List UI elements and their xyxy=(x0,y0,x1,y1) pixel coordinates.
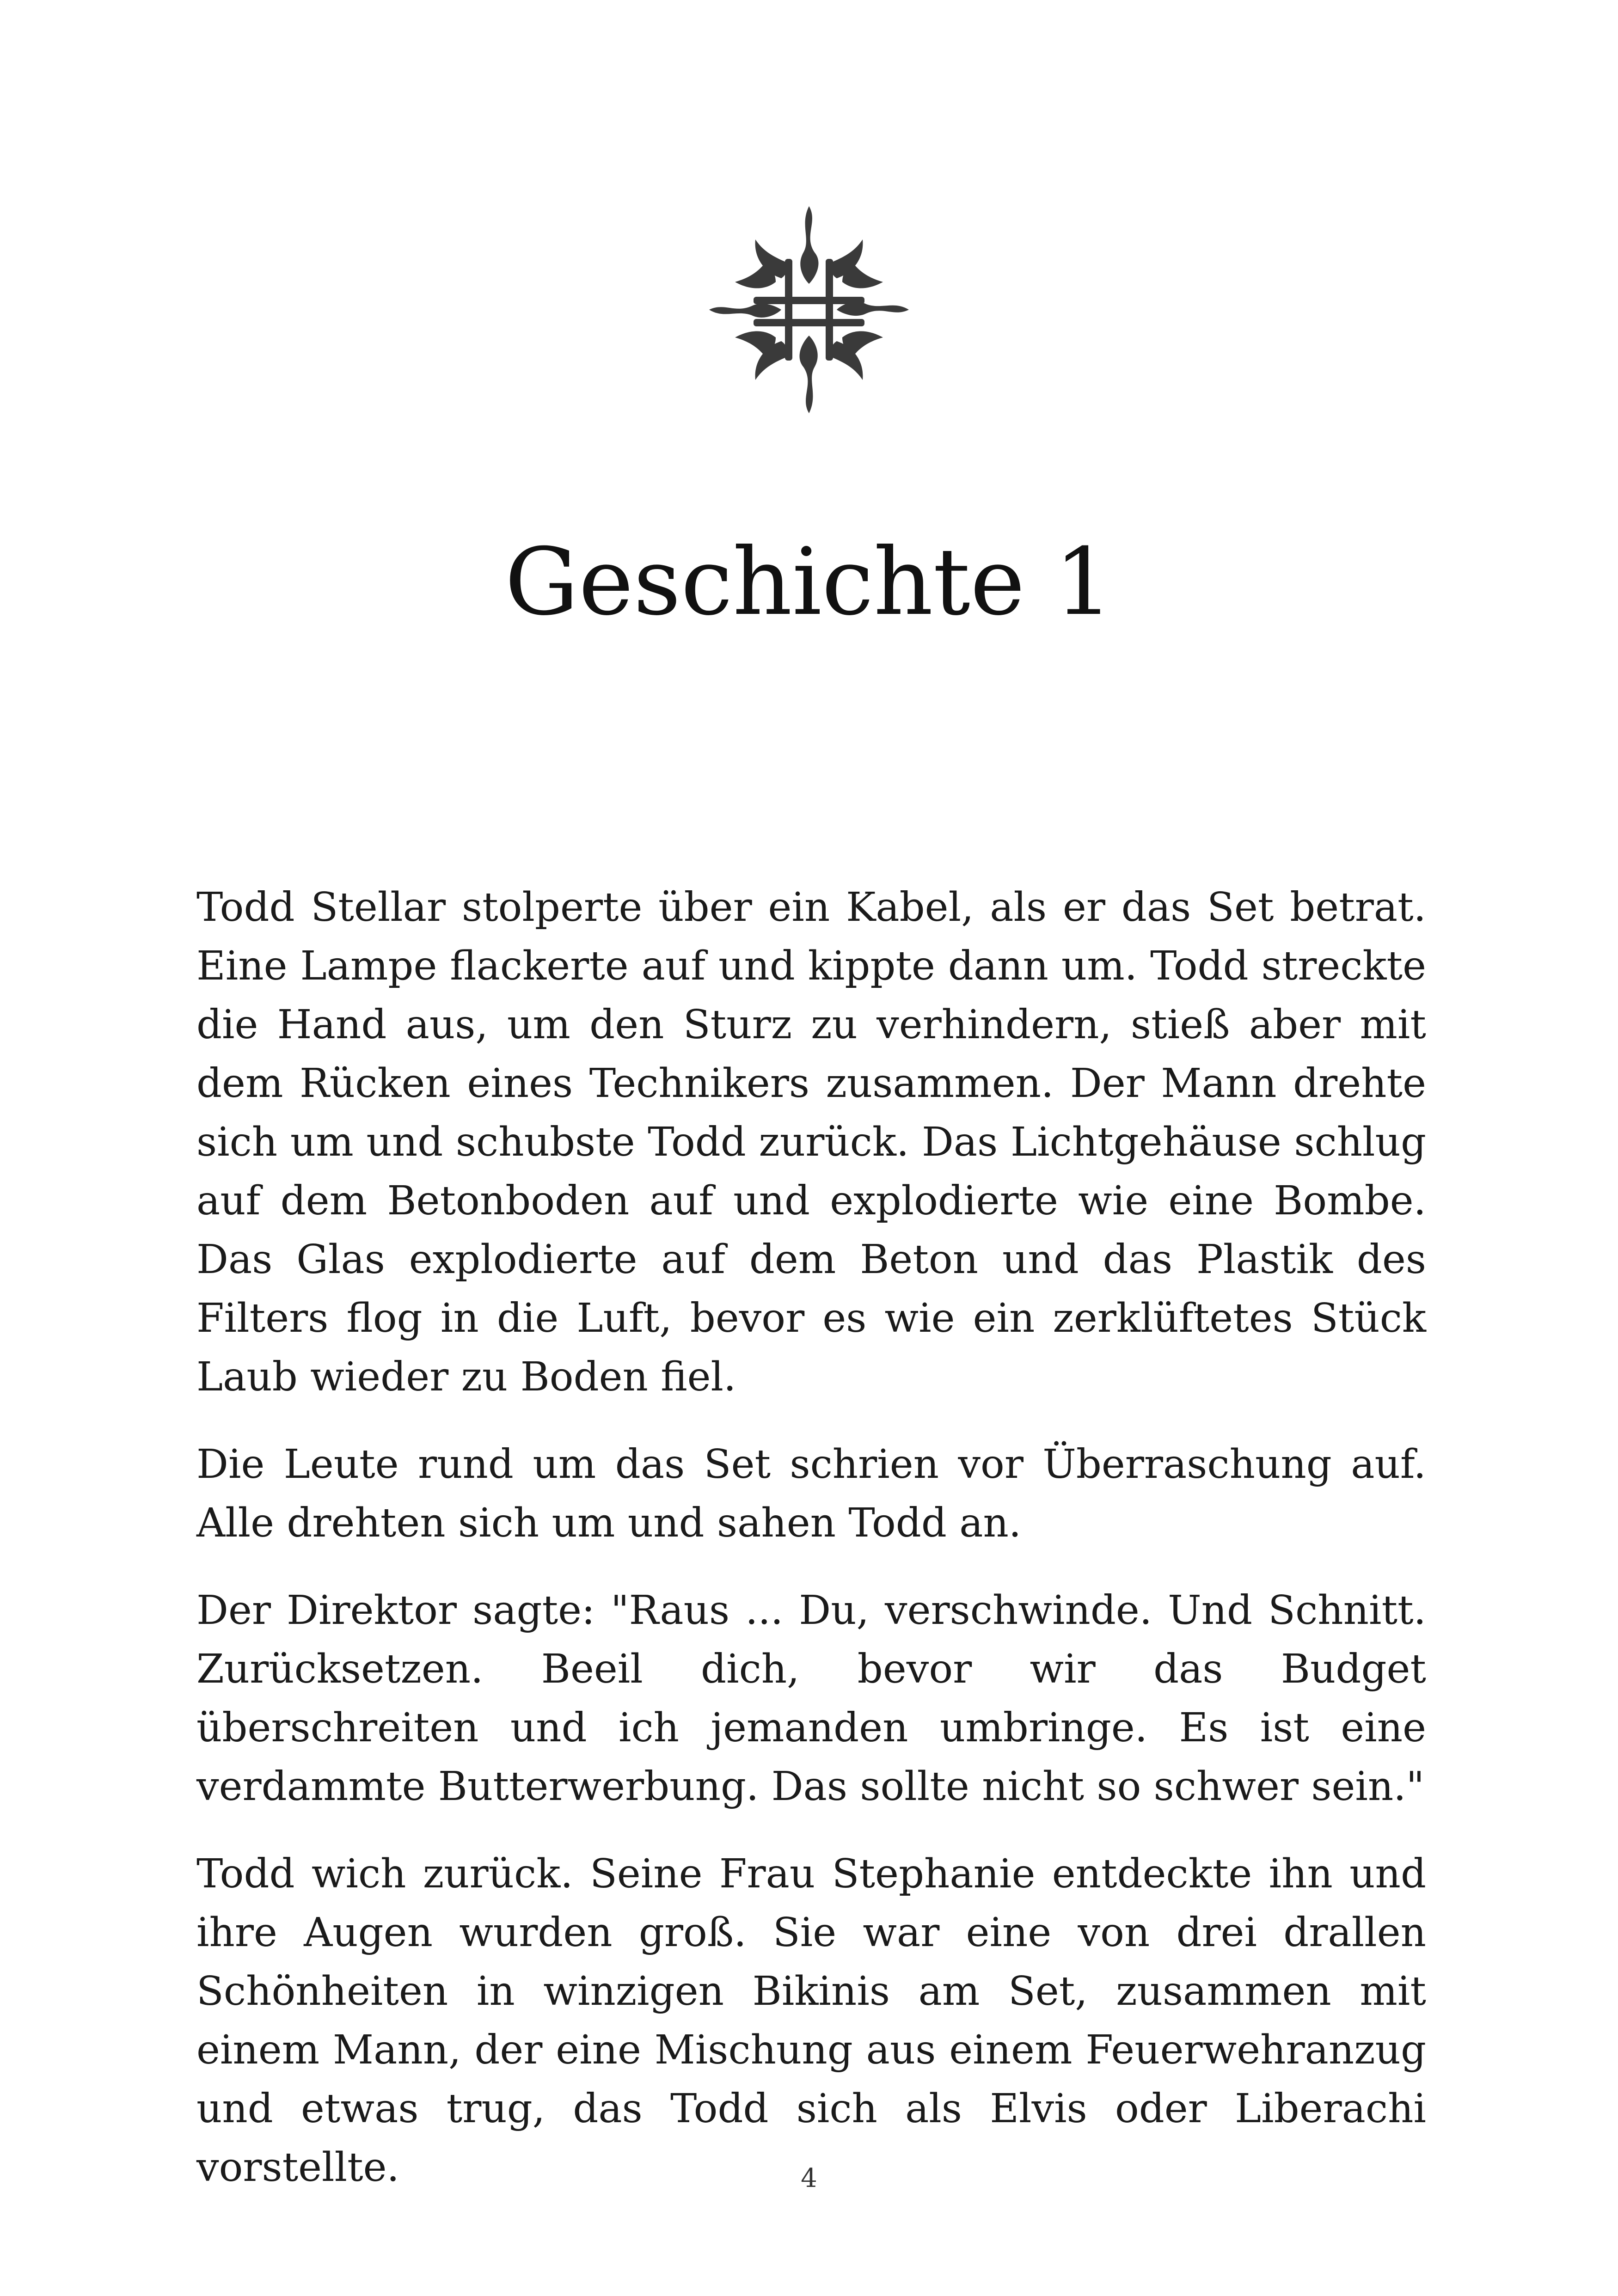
body-text xyxy=(196,878,1426,2226)
paragraph: Todd Stellar stolperte über ein Kabel, als er das Set betrat. Eine Lampe flackerte auf und kippte dann um. Todd streckte die Hand aus, um den Sturz zu verhindern, stieß aber mit dem Rücken eines Technikers zusammen. Der Mann drehte sich um und schubste Todd zurück. Das Lichtgehäuse schlug auf dem Betonboden auf und explodierte wie eine Bombe. Das Glas explodierte auf dem Beton und das Plastik des Filters flog in die Luft, bevor es wie ein zerklüftetes Stück Laub wieder zu Boden fiel. xyxy=(196,884,1426,1400)
flourish-ornament-icon xyxy=(707,203,911,416)
chapter-title: Geschichte 1 xyxy=(505,528,1113,636)
page-number: 4 xyxy=(801,2163,817,2193)
paragraph: Todd wich zurück. Seine Frau Stephanie entdeckte ihn und ihre Augen wurden groß. Sie war eine von drei drallen Schönheiten in winzigen Bikinis am Set, zusammen mit einem Mann, der eine Mischung aus einem Feuerwehranzug und etwas trug, das Todd sich als Elvis oder Liberachi vorstellte. xyxy=(196,1851,1426,2191)
paragraph: Der Direktor sagte: "Raus ... Du, verschwinde. Und Schnitt. Zurücksetzen. Beeil dich, bevor wir das Budget überschreiten und ich jemanden umbringe. Es ist eine verdammte Butterwerbung. Das sollte nicht so schwer sein." xyxy=(196,1587,1426,1810)
paragraph: Die Leute rund um das Set schrien vor Überraschung auf. Alle drehten sich um und sahen Todd an. xyxy=(196,1441,1426,1546)
